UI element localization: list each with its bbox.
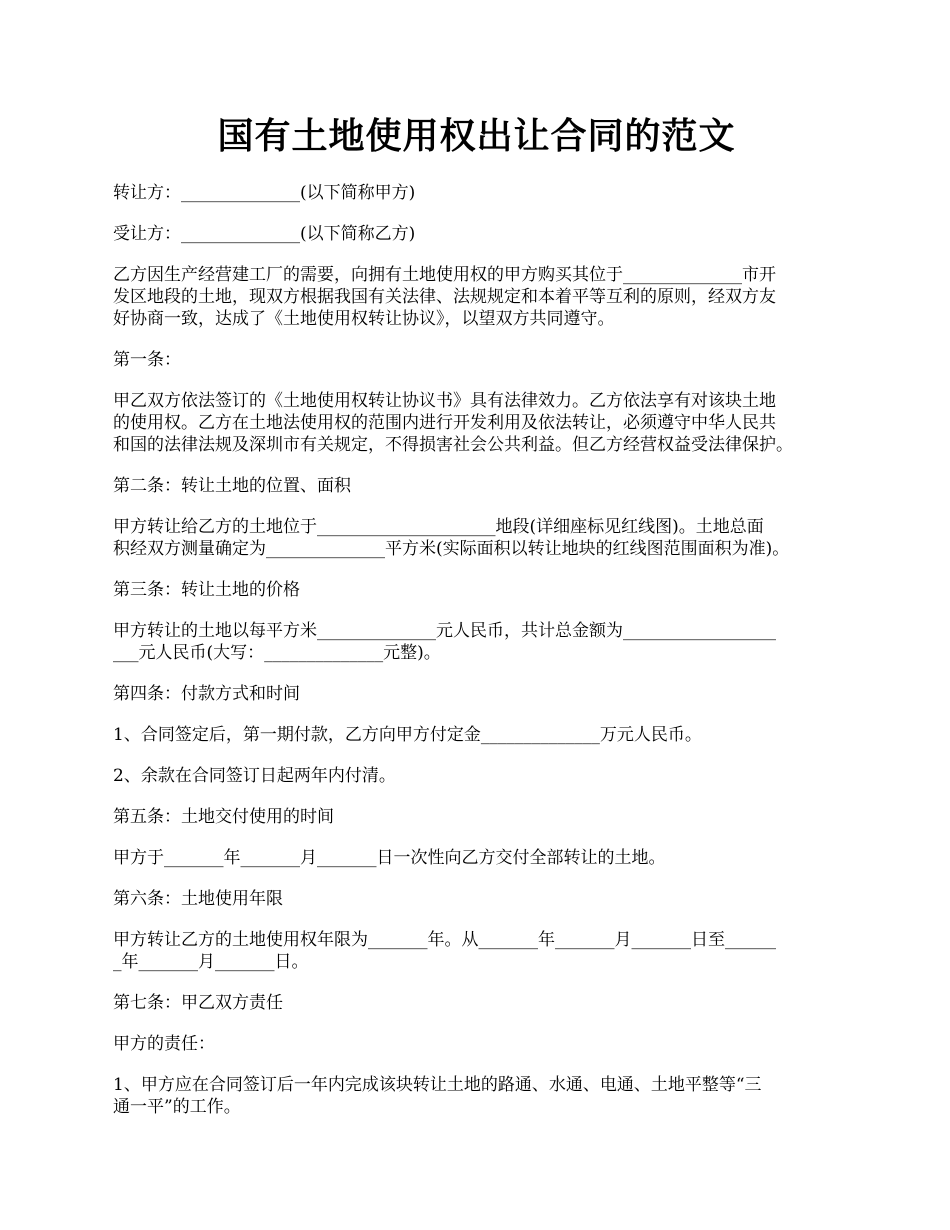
paragraph-line: 和国的法律法规及深圳市有关规定，不得损害社会公共利益。但乙方经营权益受法律保护。 — [113, 435, 793, 455]
article-6-body — [113, 929, 840, 973]
document-title: 国有土地使用权出让合同的范文 — [217, 115, 736, 157]
paragraph-line: 2、余款在合同签订日起两年内付清。 — [113, 766, 396, 786]
paragraph-line: 第二条：转让土地的位置、面积 — [113, 476, 351, 496]
paragraph-line: 第六条：土地使用年限 — [113, 889, 283, 909]
paragraph-line: 发区地段的土地，现双方根据我国有关法律、法规规定和本着平等互利的原则，经双方友 — [113, 287, 776, 307]
paragraph-line: 好协商一致，达成了《土地使用权转让协议》，以望双方共同遵守。 — [113, 309, 615, 329]
paragraph-line: ___元人民币(大写：______________元整)。 — [113, 643, 441, 663]
article-4-heading — [113, 683, 840, 705]
paragraph-line: 甲方转让的土地以每平方米______________元人民币，共计总金额为__________________ — [113, 621, 776, 641]
article-7-heading — [113, 992, 840, 1014]
article-3-body — [113, 620, 840, 664]
paragraph-line: _年_______月_______日。 — [113, 952, 309, 972]
document-body — [113, 182, 840, 1118]
paragraph-line: 甲方于_______年_______月_______日一次性向乙方交付全部转让的土地。 — [113, 848, 666, 868]
paragraph-transferee — [113, 223, 840, 245]
paragraph-line: 转让方：______________(以下简称甲方) — [113, 183, 416, 203]
paragraph-line: 通一平”的工作。 — [113, 1097, 241, 1117]
article-4-item-2 — [113, 765, 840, 787]
party-a-duties-heading — [113, 1033, 840, 1055]
article-5-body — [113, 847, 840, 869]
paragraph-line: 甲方的责任： — [113, 1034, 215, 1054]
article-2-body — [113, 516, 840, 560]
paragraph-line: 乙方因生产经营建工厂的需要，向拥有土地使用权的甲方购买其位于______________市开 — [113, 265, 776, 285]
paragraph-line: 1、合同签定后，第一期付款，乙方向甲方付定金______________万元人民币。 — [113, 725, 702, 745]
paragraph-line: 第四条：付款方式和时间 — [113, 684, 300, 704]
paragraph-line: 第七条：甲乙双方责任 — [113, 993, 283, 1013]
paragraph-line: 第一条： — [113, 350, 181, 370]
article-4-item-1 — [113, 724, 840, 746]
paragraph-line: 甲乙双方依法签订的《土地使用权转让协议书》具有法律效力。乙方依法享有对该块土地 — [113, 391, 776, 411]
article-3-heading — [113, 579, 840, 601]
paragraph-line: 积经双方测量确定为______________平方米(实际面积以转让地块的红线图范围面积为准)。 — [113, 539, 790, 559]
paragraph-line: 1、甲方应在合同签订后一年内完成该块转让土地的路通、水通、电通、土地平整等“三 — [113, 1075, 762, 1095]
article-5-heading — [113, 806, 840, 828]
article-1-body — [113, 390, 840, 456]
paragraph-line: 第五条：土地交付使用的时间 — [113, 807, 334, 827]
article-2-heading — [113, 475, 840, 497]
paragraph-line: 的使用权。乙方在土地法使用权的范围内进行开发利用及依法转让，必须遵守中华人民共 — [113, 413, 776, 433]
paragraph-transferor — [113, 182, 840, 204]
article-1-heading — [113, 349, 840, 371]
paragraph-line: 甲方转让给乙方的土地位于_____________________地段(详细座标见红线图)。土地总面 — [113, 517, 764, 537]
paragraph-line: 第三条：转让土地的价格 — [113, 580, 300, 600]
party-a-duty-1 — [113, 1074, 840, 1118]
paragraph-preamble — [113, 264, 840, 330]
article-6-heading — [113, 888, 840, 910]
paragraph-line: 受让方：______________(以下简称乙方) — [113, 224, 416, 244]
paragraph-line: 甲方转让乙方的土地使用权年限为_______年。从_______年_______月_______日至______ — [113, 930, 776, 950]
